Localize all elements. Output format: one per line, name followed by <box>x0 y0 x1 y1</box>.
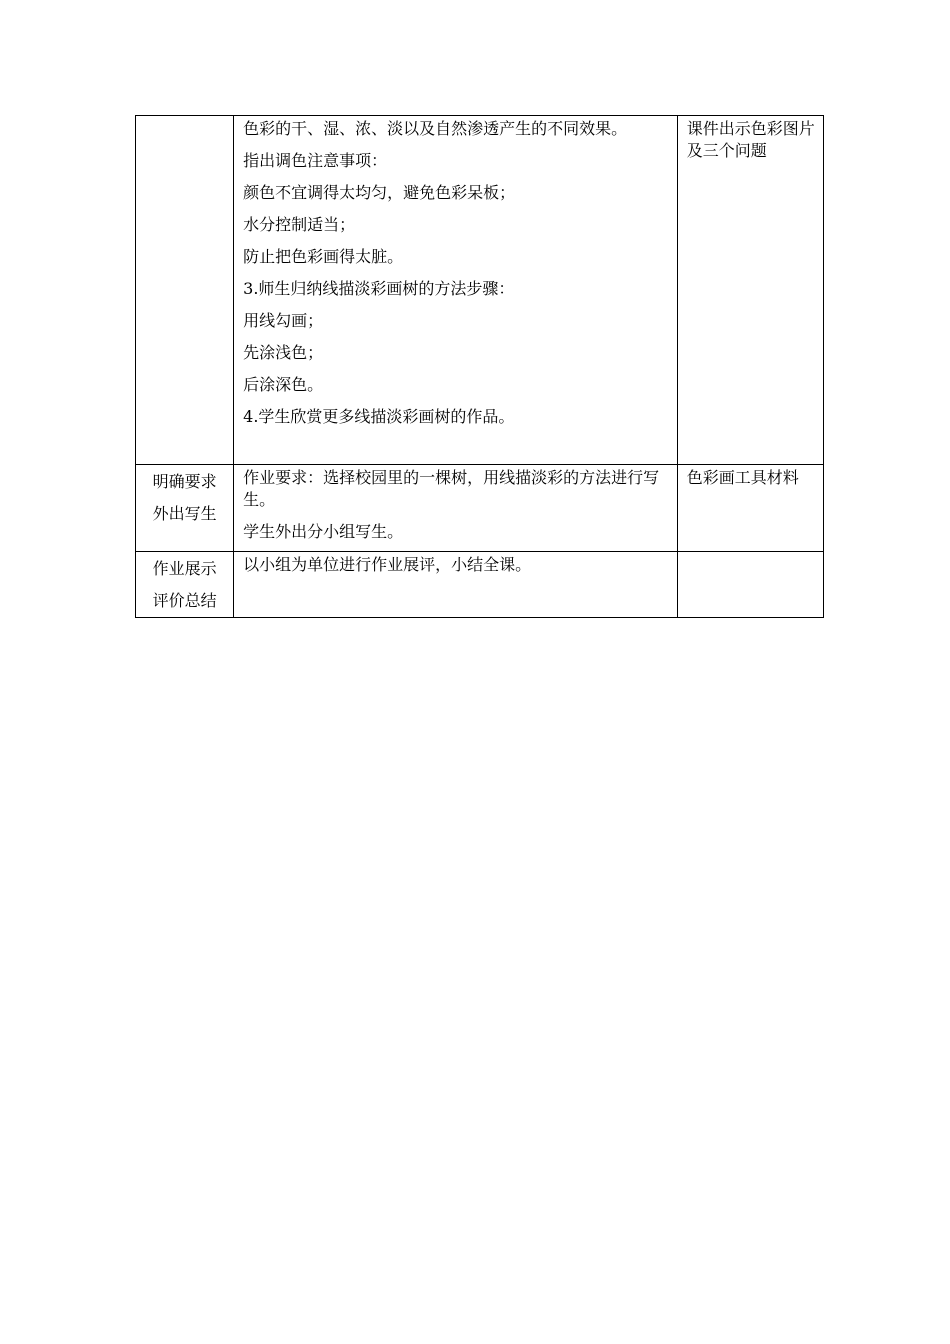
resource-cell: 色彩画工具材料 <box>677 465 823 552</box>
stage-label: 作业展示 <box>152 559 217 578</box>
table-row <box>136 465 824 552</box>
content-paragraph: 后涂深色。 <box>243 375 324 394</box>
content-paragraph: 水分控制适当； <box>243 215 356 234</box>
stage-cell <box>136 465 234 552</box>
content-paragraph: 以小组为单位进行作业展评，小结全课。 <box>243 555 532 574</box>
content-paragraph: 4.学生欣赏更多线描淡彩画树的作品。 <box>243 407 515 426</box>
stage-cell <box>136 116 234 465</box>
stage-label: 明确要求 <box>152 472 217 491</box>
stage-cell <box>136 552 234 618</box>
content-paragraph: 先涂浅色； <box>243 343 324 362</box>
content-paragraph: 防止把色彩画得太脏。 <box>243 247 404 266</box>
lesson-plan-table <box>135 115 824 618</box>
content-paragraph: 色彩的干、湿、浓、淡以及自然渗透产生的不同效果。 <box>243 119 628 138</box>
content-cell <box>234 116 678 465</box>
table-row <box>136 552 824 618</box>
content-cell <box>234 552 678 618</box>
resource-cell <box>677 552 823 618</box>
table-row <box>136 116 824 465</box>
stage-label: 外出写生 <box>152 504 217 523</box>
content-paragraph: 颜色不宜调得太均匀，避免色彩呆板； <box>243 183 516 202</box>
content-paragraph: 用线勾画； <box>243 311 324 330</box>
content-cell <box>234 465 678 552</box>
content-paragraph: 作业要求：选择校园里的一棵树，用线描淡彩的方法进行写生。 <box>243 468 660 509</box>
content-paragraph: 学生外出分小组写生。 <box>243 522 404 541</box>
resource-cell: 课件出示色彩图片及三个问题 <box>677 116 823 465</box>
content-paragraph: 3.师生归纳线描淡彩画树的方法步骤： <box>243 279 515 298</box>
content-paragraph: 指出调色注意事项： <box>243 151 388 170</box>
stage-label: 评价总结 <box>152 591 217 610</box>
